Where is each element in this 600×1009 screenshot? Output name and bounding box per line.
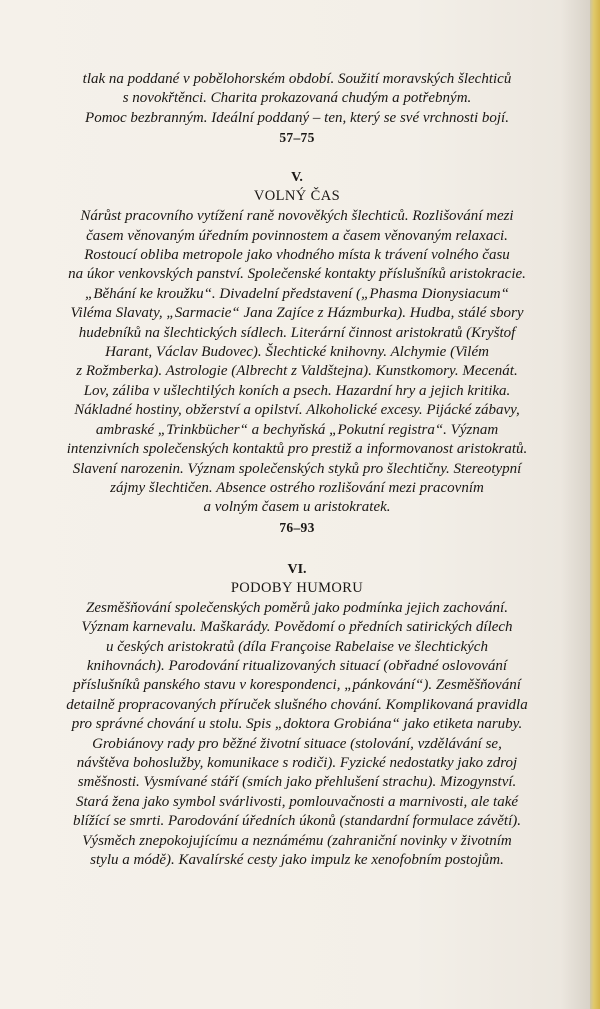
text-line: příslušníků panského stavu v korespondenci, „pánkování“). Zesměšňování [73, 677, 521, 694]
text-line: Pomoc bezbranným. Ideální poddaný – ten, který se své vrchnosti bojí. [85, 109, 509, 126]
text-line: Výsměch znepokojujícímu a neznámému (zahraniční novinky v životním [82, 832, 512, 849]
text-line: směšnosti. Vysmívané stáří (smích jako přehlušení strachu). Mizogynství. [77, 774, 517, 791]
text-line: Harant, Václav Budovec). Šlechtické knihovny. Alchymie (Vilém [105, 344, 489, 361]
table-of-contents [52, 70, 542, 870]
text-line: Nárůst pracovního vytížení raně novověkých šlechticů. Rozlišování mezi [80, 208, 514, 225]
intro-block [52, 70, 542, 147]
text-line: tlak na poddané v pobělohorském období. Soužití moravských šlechticů [82, 71, 512, 87]
text-line: hudebníků na šlechtických sídlech. Literární činnost aristokratů (Kryštof [78, 324, 516, 341]
text-line: ambraské „Trinkbücher“ a bechyňská „Pokutní registra“. Význam [95, 421, 499, 438]
text-line: detailně propracovaných příruček slušného chování. Komplikovaná pravidla [66, 696, 528, 713]
text-line: Lov, záliba v ušlechtilých koních a psech. Hazardní hry a jejich kritika. [83, 382, 511, 399]
text-line: knihovnách). Parodování ritualizovaných situací (obřadné oslovování [86, 657, 508, 674]
text-line: stylu a módě). Kavalírské cesty jako impulz ke xenofobním postojům. [90, 852, 504, 868]
text-line: časem věnovaným úředním povinnostem a časem věnovaným relaxaci. [86, 227, 508, 244]
text-line: a volným časem u aristokratek. [203, 499, 391, 516]
page-range: 76–93 [279, 519, 315, 535]
gilt-page-edge [590, 0, 600, 1009]
text-line: u českých aristokratů (díla Françoise Rabelaise ve šlechtických [106, 638, 488, 655]
section-number: VI. [287, 561, 307, 577]
section-6 [52, 561, 542, 871]
text-line: Nákladné hostiny, obžerství a opilství. Alkoholické excesy. Pijácké zábavy, [74, 402, 520, 419]
text-line: Význam karnevalu. Maškarády. Povědomí o předních satirických dílech [81, 619, 513, 636]
section-5-summary [52, 207, 542, 518]
text-line: pro správné chování u stolu. Spis „doktora Grobiána“ jako etiketa naruby. [71, 716, 523, 733]
section-number: V. [291, 170, 303, 186]
section-5 [52, 169, 542, 537]
text-line: blížící se smrti. Parodování úředních úkonů (standardní formulace závětí). [72, 813, 521, 830]
section-title: PODOBY HUMORU [230, 579, 364, 596]
text-line: intenzivních společenských kontaktů pro prestiž a informovanost aristokratů. [66, 441, 528, 458]
text-line: Zesměšňování společenských poměrů jako podmínka jejich zachování. [86, 599, 508, 616]
text-line: na úkor venkovských panství. Společenské kontakty příslušníků aristokracie. [68, 266, 526, 283]
text-line: z Rožmberka). Astrologie (Albrecht z Valdštejna). Kunstkomory. Mecenát. [76, 363, 518, 380]
text-line: návštěva bohoslužby, komunikace s rodiči). Fyzické nedostatky jako zdroj [76, 754, 518, 771]
text-line: Viléma Slavaty, „Sarmacie“ Jana Zajíce z Házmburka). Hudba, stálé sbory [70, 305, 524, 322]
text-line: Rostoucí obliba metropole jako vhodného místa k trávení volného času [84, 247, 510, 264]
text-line: Slavení narozenin. Význam společenských styků pro šlechtičny. Stereotypní [72, 460, 522, 477]
text-line: Stará žena jako symbol svárlivosti, pomlouvačnosti a marnivosti, ale také [75, 793, 519, 810]
text-line: s novokřtěnci. Charita prokazovaná chudým a potřebným. [122, 90, 472, 107]
page-range: 57–75 [279, 130, 315, 146]
text-line: Grobiánovy rady pro běžné životní situace (stolování, vzdělávání se, [92, 735, 502, 752]
text-line: „Běhání ke kroužku“. Divadelní představení („Phasma Dionysiacum“ [85, 285, 509, 302]
section-6-summary [52, 599, 542, 871]
text-line: zájmy šlechtičen. Absence ostrého rozlišování mezi pracovním [110, 479, 484, 496]
intro-paragraph [52, 70, 542, 128]
section-title: VOLNÝ ČAS [253, 188, 341, 205]
